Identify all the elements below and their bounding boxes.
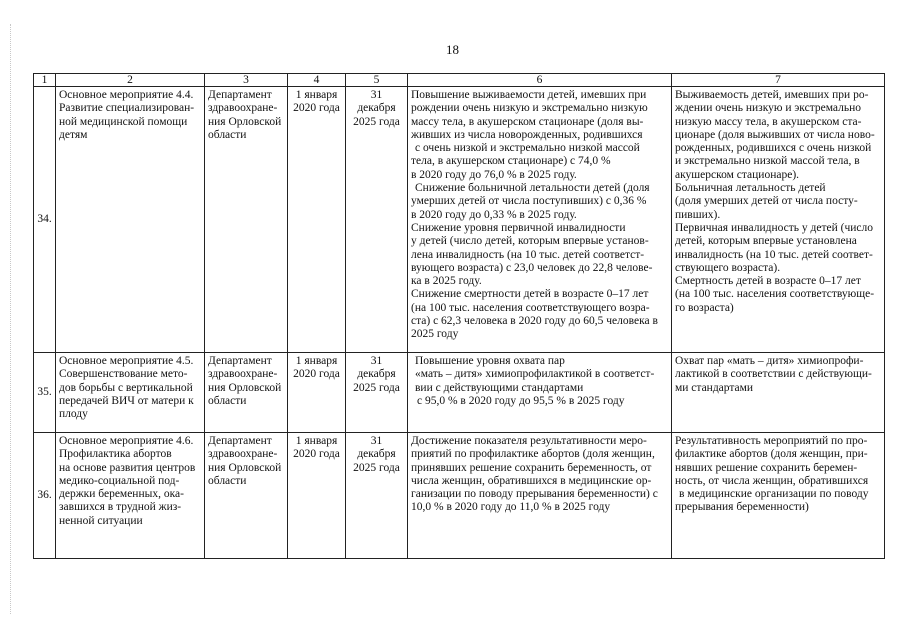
text-line: 1 января	[295, 435, 338, 447]
text-line: вии с действующими стандартами	[415, 381, 584, 394]
text-line: здравоохране-	[208, 102, 278, 115]
text-line: держки беременных, ока-	[59, 488, 184, 501]
text-line: ста) с 62,3 человека в 2020 году до 60,5 человека в	[411, 315, 658, 328]
text-line: пивших).	[675, 208, 721, 221]
text-line: области	[208, 128, 247, 141]
text-line: на основе развития центров	[59, 461, 196, 474]
row-number-cell	[34, 353, 56, 433]
header-cell: 7	[672, 74, 885, 87]
text-line: декабря	[357, 448, 396, 461]
indicator-cell	[672, 433, 885, 559]
text-line: с очень низкой и экстремально низкой массой	[415, 142, 640, 155]
text-line: и экстремально низкой массой тела, в	[675, 155, 860, 168]
expected-result-cell	[408, 87, 672, 353]
text-line: Совершенствование мето-	[59, 368, 188, 381]
text-line: в медицинские организации по поводу	[679, 488, 869, 501]
text-line: Основное мероприятие 4.4.	[59, 89, 194, 101]
text-line: низкую массу тела, в акушерском ста-	[675, 115, 862, 128]
text-line: 2020 года	[293, 448, 340, 461]
text-line: ствующего возраста).	[675, 261, 781, 274]
text-line: Первичная инвалидность у детей (число	[675, 221, 874, 234]
indicator-cell	[672, 87, 885, 353]
text-line: Профилактика абортов	[59, 448, 172, 461]
text-line: детям	[59, 128, 88, 141]
text-line: 2025 года	[353, 381, 400, 394]
text-line: принявших решение сохранить беременность, от	[411, 461, 652, 474]
text-line: (на 100 тыс. населения соответствующего возра-	[411, 301, 650, 314]
text-line: ния Орловской	[208, 461, 282, 474]
page-number: 18	[446, 42, 459, 57]
text-line: 31	[370, 89, 383, 101]
text-line: Больничная летальность детей	[675, 182, 826, 195]
executor-cell	[205, 433, 288, 559]
text-line: здравоохране-	[208, 368, 278, 381]
text-line: 2020 года	[293, 102, 340, 115]
text-line: передачей ВИЧ от матери к	[59, 394, 194, 407]
text-line: Повышение выживаемости детей, имевших при	[411, 89, 647, 101]
row-number-cell	[34, 87, 56, 353]
text-line: Повышение уровня охвата пар	[415, 355, 565, 367]
text-line: Развитие специализирован-	[59, 102, 195, 115]
executor-cell	[205, 87, 288, 353]
text-line: ждении очень низкую и экстремально	[675, 102, 862, 115]
text-line: ность, от числа женщин, обратившихся	[675, 474, 869, 487]
row-number: 34.	[37, 212, 52, 225]
text-line: 10,0 % в 2020 году до 11,0 % в 2025 году	[411, 501, 611, 514]
indicator-cell	[672, 353, 885, 433]
header-cell: 1	[34, 74, 56, 87]
text-line: Снижение смертности детей в возрасте 0–17 лет	[411, 288, 649, 301]
event-cell	[56, 353, 205, 433]
text-line: Снижение больничной летальности детей (доля	[415, 182, 650, 195]
text-line: филактике абортов (доля женщин, при-	[675, 448, 868, 461]
text-line: лактикой в соответствии с действующи-	[675, 368, 872, 381]
text-line: декабря	[357, 102, 396, 115]
text-line: (доля умерших детей от числа посту-	[675, 195, 858, 208]
header-cell: 3	[205, 74, 288, 87]
text-line: 2020 года	[293, 368, 340, 381]
text-line: здравоохране-	[208, 448, 278, 461]
header-cell: 5	[346, 74, 408, 87]
header-cell: 4	[288, 74, 346, 87]
start-date-cell	[288, 433, 346, 559]
text-line: рожденных, родившихся с очень низкой	[675, 142, 872, 155]
text-line: 1 января	[295, 89, 338, 101]
start-date-cell	[288, 353, 346, 433]
text-line: плоду	[59, 408, 88, 421]
text-line: прерывания беременности)	[675, 501, 809, 514]
text-line: акушерском стационаре).	[675, 168, 800, 181]
executor-cell	[205, 353, 288, 433]
text-line: у детей (число детей, которым впервые установ-	[411, 235, 649, 248]
text-line: Департамент	[208, 89, 272, 101]
table-row	[34, 353, 885, 433]
text-line: 2025 года	[353, 115, 400, 128]
expected-result-cell	[408, 353, 672, 433]
text-line: Департамент	[208, 435, 272, 447]
text-line: ненной ситуации	[59, 514, 143, 527]
text-line: Достижение показателя результативности меро-	[411, 435, 647, 447]
text-line: (на 100 тыс. населения соответствующе-	[675, 288, 875, 301]
text-line: инвалидность (на 10 тыс. детей соответ-	[675, 248, 873, 261]
text-line: ционаре (доля выживших от числа ново-	[675, 128, 875, 141]
text-line: с 95,0 % в 2020 году до 95,5 % в 2025 году	[417, 394, 625, 407]
text-line: лена инвалидность (на 10 тыс. детей соответст-	[411, 248, 645, 261]
row-number: 36.	[37, 488, 52, 501]
text-line: рождении очень низкую и экстремально низкую	[411, 102, 648, 115]
text-line: 31	[370, 435, 383, 447]
text-line: ми стандартами	[675, 381, 754, 394]
text-line: Основное мероприятие 4.5.	[59, 355, 194, 367]
text-line: декабря	[357, 368, 396, 381]
text-line: Выживаемость детей, имевших при ро-	[675, 89, 869, 101]
text-line: Смертность детей в возрасте 0–17 лет	[675, 275, 861, 288]
text-line: детей, которым впервые установлена	[675, 235, 857, 248]
start-date-cell	[288, 87, 346, 353]
event-cell	[56, 87, 205, 353]
text-line: медико-социальной под-	[59, 474, 180, 487]
text-line: ния Орловской	[208, 381, 282, 394]
text-line: ной медицинской помощи	[59, 115, 188, 128]
text-line: вующего возраста) с 23,0 человек до 22,8 челове-	[411, 261, 653, 274]
text-line: ния Орловской	[208, 115, 282, 128]
text-line: в 2020 году до 76,0 % в 2025 году.	[411, 168, 577, 181]
text-line: тела, в акушерском стационаре) с 74,0 %	[411, 155, 611, 168]
row-number: 35.	[37, 385, 52, 398]
table-row	[34, 433, 885, 559]
text-line: Охват пар «мать – дитя» химиопрофи-	[675, 355, 864, 367]
text-line: 31	[370, 355, 383, 367]
text-line: области	[208, 474, 247, 487]
text-line: 2025 года	[353, 461, 400, 474]
text-line: «мать – дитя» химиопрофилактикой в соответст-	[415, 368, 655, 381]
scan-edge-dots	[10, 24, 11, 614]
table-header-row	[34, 74, 885, 87]
end-date-cell	[346, 433, 408, 559]
expected-result-cell	[408, 433, 672, 559]
row-number-cell	[34, 433, 56, 559]
text-line: числа женщин, обратившихся в медицинские ор-	[411, 474, 652, 487]
text-line: го возраста)	[675, 301, 734, 314]
text-line: ка в 2025 году.	[411, 275, 482, 288]
text-line: 2025 году	[411, 328, 459, 341]
document-table	[33, 73, 885, 559]
text-line: завшихся в трудной жиз-	[59, 501, 182, 514]
text-line: массу тела, в акушерском стационаре (доля вы-	[411, 115, 644, 128]
text-line: приятий по профилактике абортов (доля женщин,	[411, 448, 655, 461]
text-line: Департамент	[208, 355, 272, 367]
event-cell	[56, 433, 205, 559]
header-cell: 2	[56, 74, 205, 87]
text-line: умерших детей от числа поступивших) с 0,36 %	[411, 195, 647, 208]
end-date-cell	[346, 353, 408, 433]
text-line: Основное мероприятие 4.6.	[59, 435, 194, 447]
text-line: области	[208, 394, 247, 407]
text-line: нявших решение сохранить беремен-	[675, 461, 858, 474]
table-row	[34, 87, 885, 353]
text-line: ганизации по поводу прерывания беременности) с	[411, 488, 658, 501]
text-line: 1 января	[295, 355, 338, 367]
header-cell: 6	[408, 74, 672, 87]
end-date-cell	[346, 87, 408, 353]
text-line: в 2020 году до 0,33 % в 2025 году.	[411, 208, 577, 221]
text-line: живших из числа новорожденных, родившихся	[411, 128, 643, 141]
text-line: Снижение уровня первичной инвалидности	[411, 221, 626, 234]
text-line: Результативность мероприятий по про-	[675, 435, 868, 447]
text-line: дов борьбы с вертикальной	[59, 381, 193, 394]
